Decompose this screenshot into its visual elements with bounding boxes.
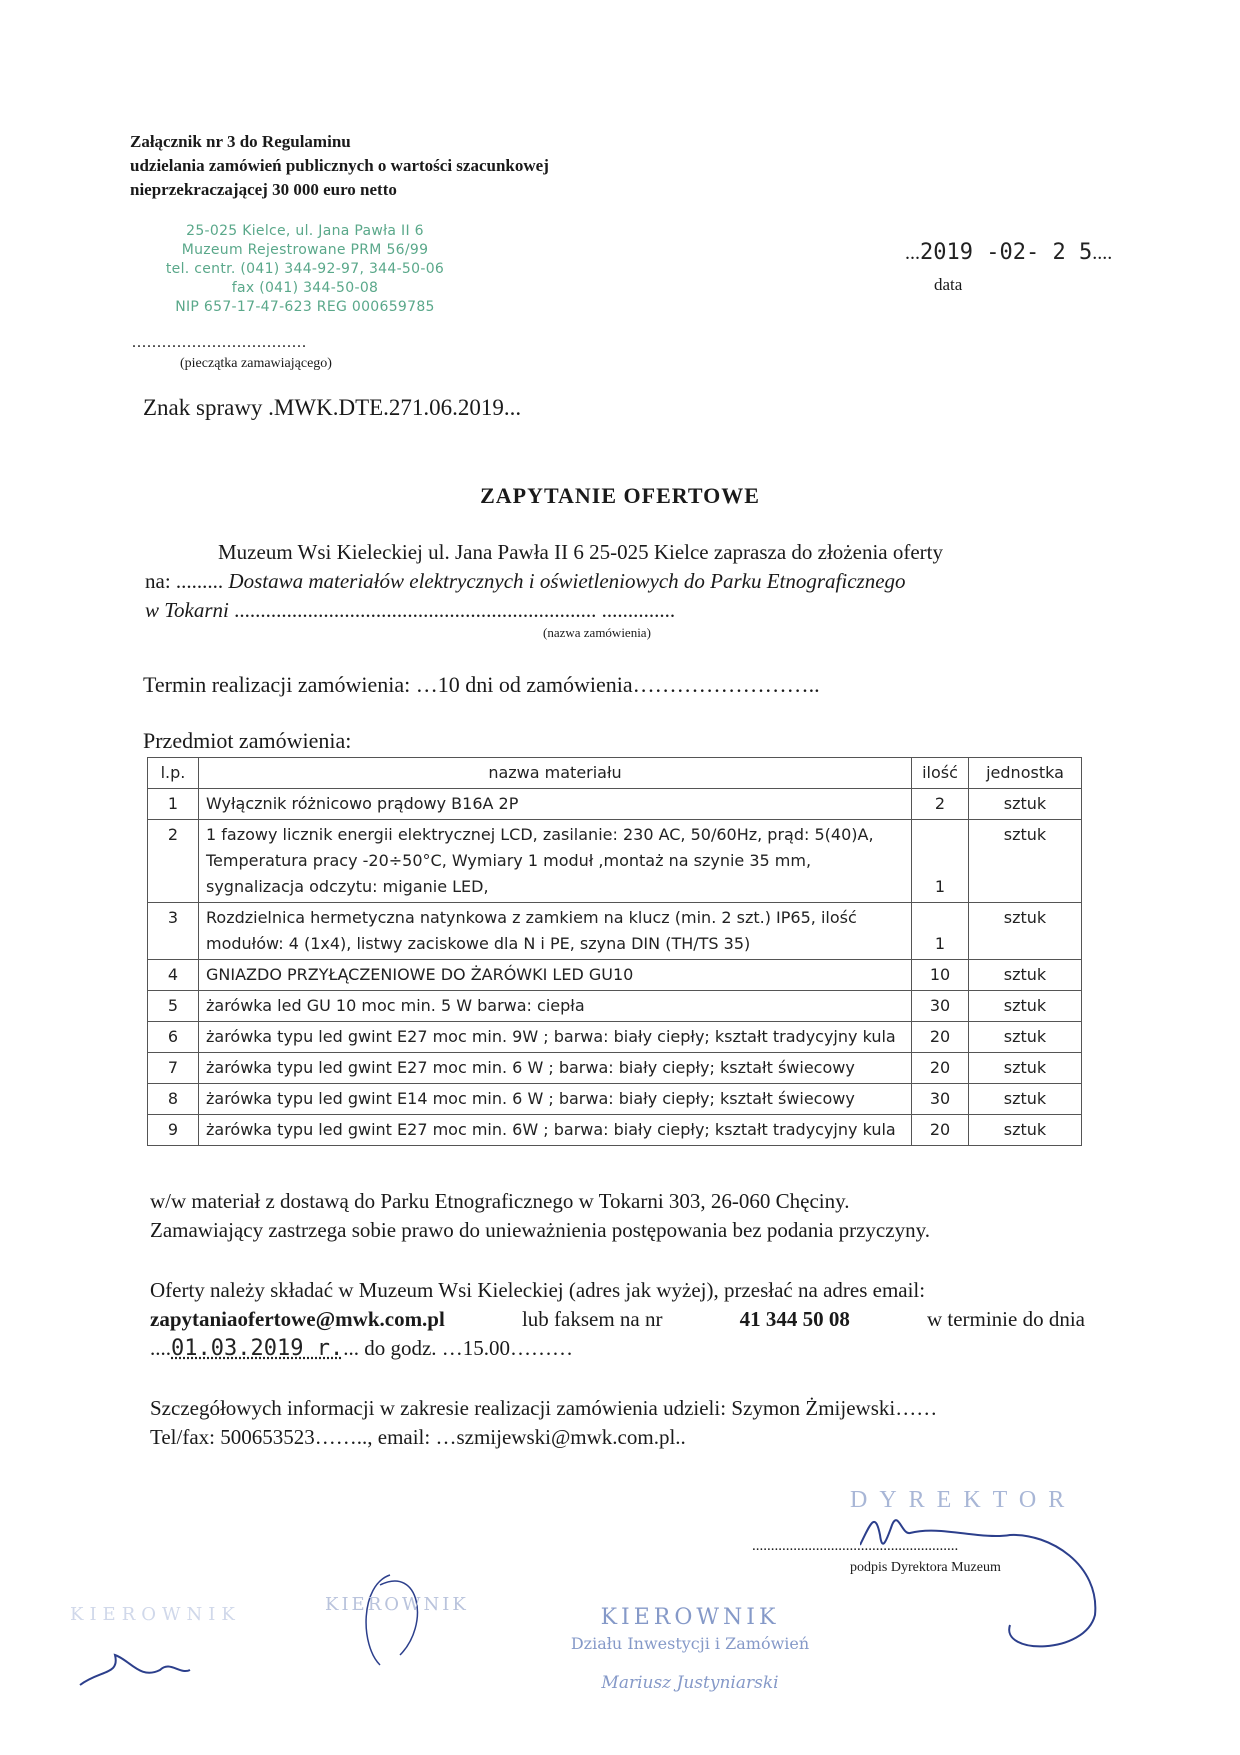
intro-dots: ..................................................................... ..............: [234, 598, 676, 622]
case-number: Znak sprawy .MWK.DTE.271.06.2019...: [143, 395, 522, 420]
date-dots: ...: [905, 242, 920, 264]
stamp-caption: (pieczątka zamawiającego): [180, 356, 332, 371]
stamp-line: NIP 657-17-47-623 REG 000659785: [175, 299, 435, 315]
date-dots: ....: [1092, 242, 1113, 264]
row-lp: 1: [148, 789, 199, 820]
table-row: [148, 1084, 1082, 1115]
stamp-line: 25-025 Kielce, ul. Jana Pawła II 6: [186, 223, 424, 239]
row-qty: 10: [912, 960, 969, 991]
order-name-cont: w Tokarni: [145, 598, 229, 622]
row-qty: 20: [912, 1115, 969, 1146]
row-lp: 7: [148, 1053, 199, 1084]
offers-line3: [150, 1334, 573, 1363]
stamp-line: tel. centr. (041) 344-92-97, 344-50-06: [165, 261, 445, 277]
row-lp: 3: [148, 903, 199, 960]
intro-line3: [145, 596, 675, 625]
deadline-word: w terminie do dnia: [926, 1307, 1085, 1331]
delivery-note: w/w materiał z dostawą do Parku Etnograficznego w Tokarni 303, 26-060 Chęciny.: [150, 1189, 850, 1213]
stamp-title: KIEROWNIK: [600, 1605, 780, 1630]
stamp-line: Muzeum Rejestrowane PRM 56/99: [181, 242, 429, 258]
table-header-row: [148, 758, 1082, 789]
row-lp: 9: [148, 1115, 199, 1146]
row-unit: sztuk: [969, 789, 1082, 820]
row-unit: sztuk: [969, 1053, 1082, 1084]
row-lp: 4: [148, 960, 199, 991]
materials-table: [147, 757, 1082, 1146]
offers-line2: [150, 1305, 1085, 1334]
organization-stamp: [150, 222, 460, 317]
faded-stamp-icon: [320, 1565, 500, 1685]
offer-deadline-date: 01.03.2019 r.: [171, 1336, 344, 1361]
stamp-line: fax (041) 344-50-08: [231, 280, 379, 296]
row-name: 1 fazowy licznik energii elektrycznej LCD, zasilanie: 230 AC, 50/60Hz, prąd: 5(40)A, Temperatura pracy -20÷50°C, Wymiary 1 moduł ,montaż na szynie 35 mm, sygnalizacja odczytu: miganie LED,: [199, 820, 912, 903]
table-row: [148, 789, 1082, 820]
order-name: Dostawa materiałów elektrycznych i oświetleniowych do Parku Etnograficznego: [228, 569, 906, 593]
row-unit: sztuk: [969, 1084, 1082, 1115]
director-caption: podpis Dyrektora Muzeum: [850, 1560, 1001, 1575]
row-name: Rozdzielnica hermetyczna natynkowa z zamkiem na klucz (min. 2 szt.) IP65, ilość modułów: 4 (1x4), listwy zaciskowe dla N i PE, szyna DIN (TH/TS 35): [199, 903, 912, 960]
row-name: żarówka typu led gwint E27 moc min. 9W ; barwa: biały ciepły; kształt tradycyjny kula: [199, 1022, 912, 1053]
row-name: Wyłącznik różnicowo prądowy B16A 2P: [199, 789, 912, 820]
row-unit: sztuk: [969, 991, 1082, 1022]
row-name: GNIAZDO PRZYŁĄCZENIOWE DO ŻARÓWKI LED GU10: [199, 960, 912, 991]
cancellation-reservation: Zamawiający zastrzega sobie prawo do unieważnienia postępowania bez podania przyczyny.: [150, 1218, 930, 1242]
svg-text:KIEROWNIK: KIEROWNIK: [70, 1604, 241, 1625]
document-title: ZAPYTANIE OFERTOWE: [480, 483, 760, 508]
row-qty: 30: [912, 991, 969, 1022]
column-header-name: nazwa materiału: [199, 758, 912, 789]
signature-stamp: [560, 1605, 820, 1693]
row-qty: 1: [912, 820, 969, 903]
row-name: żarówka led GU 10 moc min. 5 W barwa: ciepła: [199, 991, 912, 1022]
table-row: [148, 820, 1082, 903]
row-lp: 8: [148, 1084, 199, 1115]
intro-prefix: na: .........: [145, 569, 224, 593]
column-header-lp: l.p.: [148, 758, 199, 789]
intro-line2: [145, 567, 906, 596]
director-stamp: DYREKTOR: [850, 1487, 1077, 1513]
row-lp: 6: [148, 1022, 199, 1053]
offer-hour: ... do godz. …15.00………: [343, 1336, 574, 1360]
row-unit: sztuk: [969, 903, 1082, 960]
date-field: [905, 240, 1112, 265]
row-unit: sztuk: [969, 1022, 1082, 1053]
row-qty: 2: [912, 789, 969, 820]
attachment-header-line2: udzielania zamówień publicznych o wartości szacunkowej: [130, 156, 549, 175]
subject-label: Przedmiot zamówienia:: [143, 728, 352, 753]
stamp-dots: ...................................: [132, 334, 307, 351]
row-qty: 20: [912, 1053, 969, 1084]
table-row: [148, 991, 1082, 1022]
row-name: żarówka typu led gwint E27 moc min. 6W ; barwa: biały ciepły; kształt tradycyjny kula: [199, 1115, 912, 1146]
fax-prefix: lub faksem na nr: [521, 1307, 663, 1331]
date-value: 2019 -02- 2 5: [920, 240, 1093, 265]
table-row: [148, 1022, 1082, 1053]
contact-line1: Szczegółowych informacji w zakresie realizacji zamówienia udzieli: Szymon Żmijewski……: [150, 1396, 938, 1420]
column-header-unit: jednostka: [969, 758, 1082, 789]
row-unit: sztuk: [969, 960, 1082, 991]
contact-line2: Tel/fax: 500653523…….., email: …szmijewski@mwk.com.pl..: [150, 1425, 686, 1449]
table-row: [148, 1053, 1082, 1084]
column-header-qty: ilość: [912, 758, 969, 789]
row-name: żarówka typu led gwint E14 moc min. 6 W ; barwa: biały ciepły; kształt świecowy: [199, 1084, 912, 1115]
row-qty: 20: [912, 1022, 969, 1053]
row-unit: sztuk: [969, 1115, 1082, 1146]
offers-line1: Oferty należy składać w Muzeum Wsi Kieleckiej (adres jak wyżej), przesłać na adres email:: [150, 1278, 926, 1302]
fax-number: 41 344 50 08: [739, 1307, 850, 1331]
intro-line1: Muzeum Wsi Kieleckiej ul. Jana Pawła II 6 25-025 Kielce zaprasza do złożenia oferty: [218, 540, 943, 564]
table-row: [148, 1115, 1082, 1146]
faded-stamp-icon: [60, 1600, 260, 1700]
row-lp: 5: [148, 991, 199, 1022]
table-row: [148, 903, 1082, 960]
director-signature-icon: [860, 1505, 1100, 1655]
svg-text:KIEROWNIK: KIEROWNIK: [325, 1594, 469, 1615]
director-dots: .......................................................: [752, 1538, 959, 1554]
row-name: żarówka typu led gwint E27 moc min. 6 W ; barwa: biały ciepły; kształt świecowy: [199, 1053, 912, 1084]
row-qty: 30: [912, 1084, 969, 1115]
date-label: data: [934, 275, 963, 294]
offer-email-link[interactable]: zapytaniaofertowe@mwk.com.pl: [150, 1307, 445, 1331]
order-name-caption: (nazwa zamówienia): [543, 625, 651, 640]
stamp-person-name: Mariusz Justyniarski: [601, 1673, 779, 1693]
row-lp: 2: [148, 820, 199, 903]
row-qty: 1: [912, 903, 969, 960]
offer-date-dots: ....: [150, 1336, 171, 1360]
row-unit: sztuk: [969, 820, 1082, 903]
stamp-department: Działu Inwestycji i Zamówień: [570, 1634, 810, 1653]
attachment-header-line1: Załącznik nr 3 do Regulaminu: [130, 132, 351, 151]
table-row: [148, 960, 1082, 991]
attachment-header-line3: nieprzekraczającej 30 000 euro netto: [130, 180, 397, 199]
completion-deadline: Termin realizacji zamówienia: …10 dni od zamówienia……………………..: [143, 672, 820, 697]
